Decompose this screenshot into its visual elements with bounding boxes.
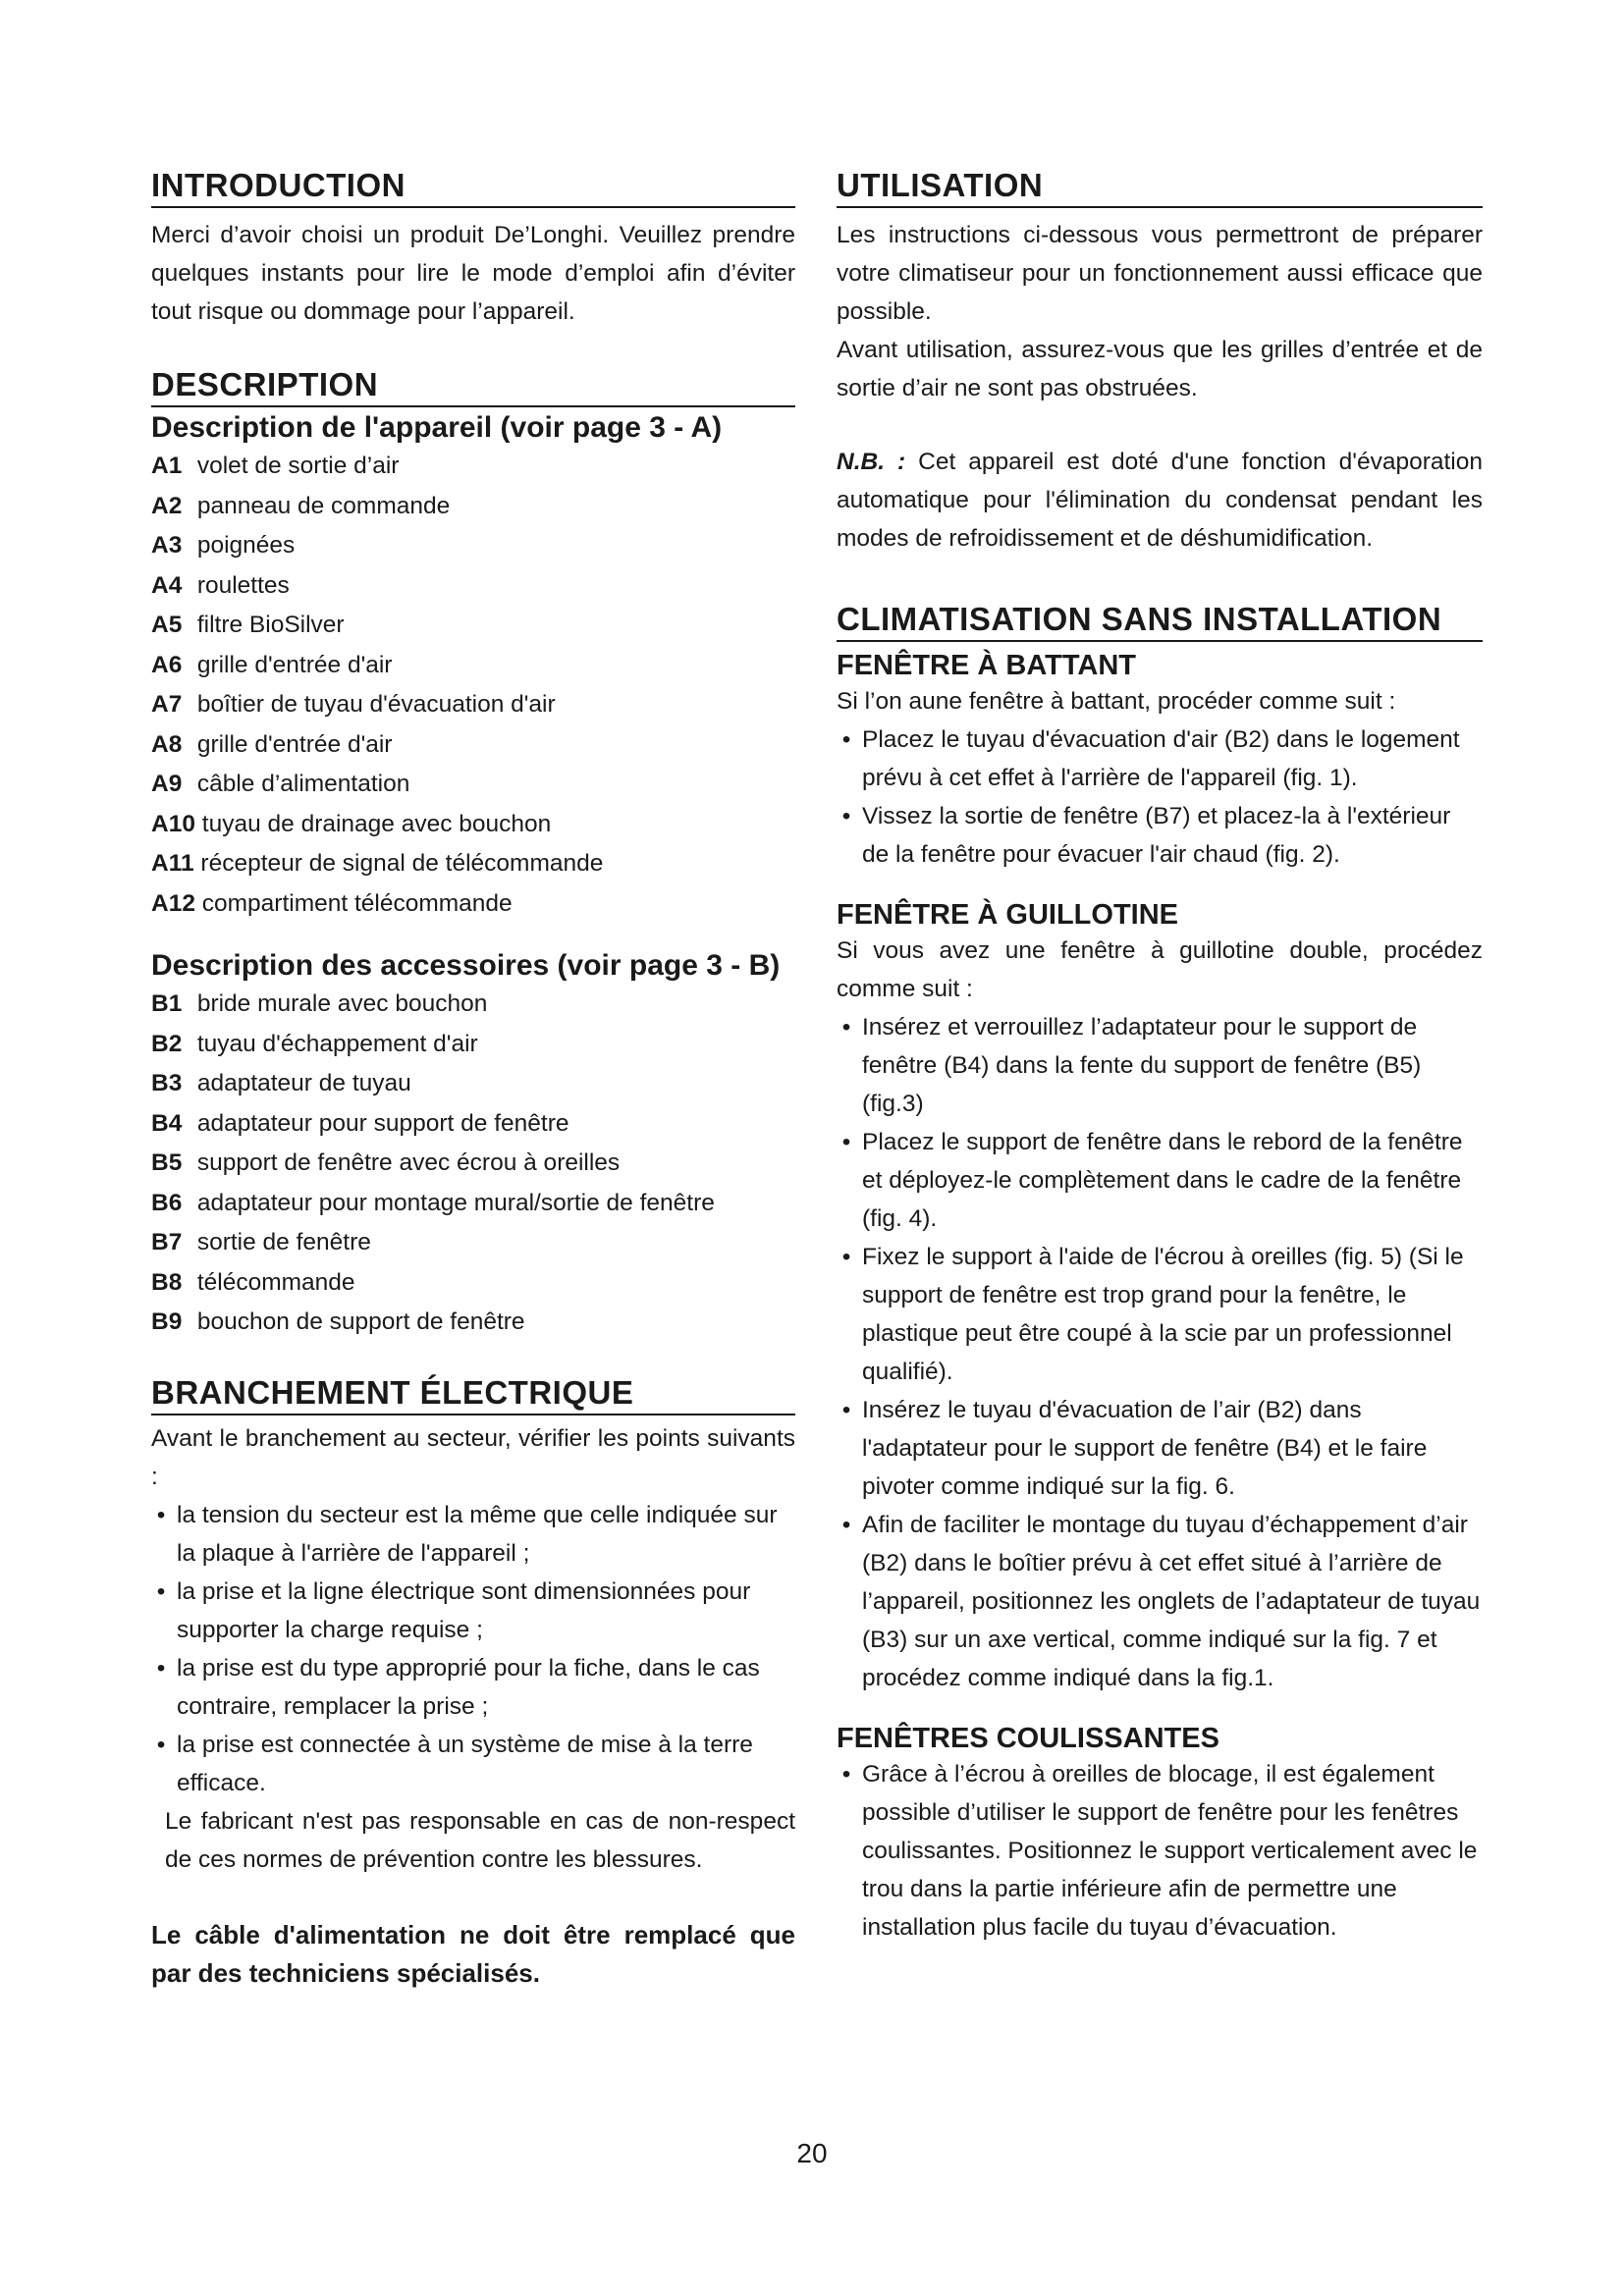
battant-heading: FENÊTRE À BATTANT	[837, 650, 1137, 681]
list-item	[151, 566, 795, 607]
utilisation-text-2: Avant utilisation, assurez-vous que les grilles d’entrée et de sortie d’air ne sont pas obstruées.	[837, 337, 1483, 401]
list-item	[151, 844, 795, 884]
item-label: câble d’alimentation	[196, 771, 410, 797]
item-code: A12	[151, 889, 195, 917]
item-label: grille d'entrée d'air	[196, 730, 393, 758]
list-item	[151, 805, 795, 845]
list-item: • Placez le support de fenêtre dans le rebord de la fenêtre et déployez-le complètement dans le cadre de la fenêtre (fig. 4).	[841, 1129, 1463, 1232]
item-code: B3	[151, 1070, 183, 1096]
item-label: panneau de commande	[196, 492, 451, 519]
guillotine-steps	[837, 1008, 1483, 1697]
guillotine-intro: Si vous avez une fenêtre à guillotine double, procédez comme suit :	[837, 937, 1483, 1002]
item-code: A4	[151, 571, 183, 599]
list-item: • Insérez le tuyau d'évacuation de l’air (B2) dans l'adaptateur pour le support de fenêtre (B4) et le faire pivoter comme indiqué sur la fig. 6.	[841, 1397, 1428, 1500]
list-item	[151, 685, 795, 725]
list-item: • la prise est connectée à un système de mise à la terre efficace.	[156, 1731, 753, 1796]
right-column	[837, 167, 1483, 1947]
battant-steps	[837, 721, 1483, 874]
item-code: B9	[151, 1308, 183, 1335]
electrical-connection-title: BRANCHEMENT ÉLECTRIQUE	[151, 1374, 795, 1415]
list-item	[151, 526, 795, 566]
list-item	[151, 1263, 795, 1304]
list-item	[151, 765, 795, 805]
list-item: • Grâce à l’écrou à oreilles de blocage, il est également possible d’utiliser le support de fenêtre pour les fenêtres coulissantes. Positionnez le support verticalement avec le trou dans la partie inférieure afin de permettre une installation plus facile du tuyau d’évacuation.	[841, 1761, 1478, 1941]
electrical-intro: Avant le branchement au secteur, vérifier les points suivants :	[151, 1424, 795, 1490]
item-label: bride murale avec bouchon	[196, 990, 488, 1017]
item-code: A1	[151, 453, 183, 479]
item-code: B6	[151, 1189, 183, 1216]
item-code: A8	[151, 730, 183, 758]
utilisation-title: UTILISATION	[837, 167, 1483, 208]
item-code: A7	[151, 691, 183, 718]
item-code: B5	[151, 1149, 183, 1176]
item-code: A5	[151, 612, 183, 638]
list-item: • la prise et la ligne électrique sont dimensionnées pour supporter la charge requise ;	[156, 1577, 751, 1643]
nb-text: Cet appareil est doté d'une fonction d'évaporation automatique pour l'élimination du condensat pendant les modes de refroidissement et de déshumidification.	[837, 449, 1483, 552]
item-code: A11	[151, 850, 194, 877]
list-item: • la tension du secteur est la même que celle indiquée sur la plaque à l'arrière de l'appareil ;	[156, 1501, 778, 1567]
list-item	[151, 725, 795, 766]
item-code: A10	[151, 810, 195, 837]
item-code: B2	[151, 1030, 183, 1057]
list-item	[151, 884, 795, 925]
page-number: 20	[796, 2138, 828, 2168]
item-label: roulettes	[196, 571, 290, 599]
item-label: support de fenêtre avec écrou à oreilles	[196, 1149, 621, 1176]
item-code: A9	[151, 771, 183, 797]
list-item	[151, 646, 795, 686]
item-label: adaptateur pour support de fenêtre	[196, 1109, 569, 1137]
utilisation-text-1: Les instructions ci-dessous vous permettront de préparer votre climatiseur pour un fonctionnement aussi efficace que possible.	[837, 222, 1483, 325]
list-item	[151, 1104, 795, 1145]
item-label: filtre BioSilver	[196, 612, 345, 638]
coulissantes-steps	[837, 1755, 1483, 1947]
item-label: volet de sortie d’air	[196, 453, 400, 479]
list-item: • Afin de faciliter le montage du tuyau d’échappement d’air (B2) dans le boîtier prévu à cet effet situé à l’arrière de l’appareil, positionnez les onglets de l’adaptateur de tuyau (B3) sur un axe vertical, comme indiqué sur la fig. 7 et procédez comme indiqué dans la fig.1.	[841, 1512, 1481, 1691]
item-code: B8	[151, 1268, 183, 1296]
power-cable-warning: Le câble d'alimentation ne doit être remplacé que par des techniciens spécialisés.	[151, 1919, 795, 1988]
list-item	[151, 606, 795, 646]
item-label: télécommande	[196, 1268, 355, 1296]
item-code: B4	[151, 1109, 183, 1137]
accessories-description-heading: Description des accessoires (voir page 3 - B)	[151, 949, 781, 982]
list-item: • Placez le tuyau d'évacuation d'air (B2) dans le logement prévu à cet effet à l'arrière de l'appareil (fig. 1).	[841, 726, 1460, 791]
item-label: récepteur de signal de télécommande	[200, 850, 604, 877]
coulissantes-heading: FENÊTRES COULISSANTES	[837, 1723, 1219, 1754]
appliance-parts-list	[151, 447, 795, 924]
item-label: boîtier de tuyau d'évacuation d'air	[196, 691, 556, 718]
list-item	[151, 487, 795, 527]
list-item: • Insérez et verrouillez l’adaptateur pour le support de fenêtre (B4) dans la fente du support de fenêtre (B5) (fig.3)	[841, 1014, 1422, 1117]
item-label: sortie de fenêtre	[196, 1229, 371, 1255]
item-code: A3	[151, 532, 183, 559]
item-label: tuyau d'échappement d'air	[196, 1030, 478, 1057]
item-code: A6	[151, 651, 183, 678]
list-item: • Fixez le support à l'aide de l'écrou à oreilles (fig. 5) (Si le support de fenêtre est trop grand pour la fenêtre, le plastique peut être coupé à la scie par un professionnel qualifié).	[841, 1244, 1464, 1385]
accessories-list	[151, 985, 795, 1343]
item-label: poignées	[196, 532, 296, 559]
nb-note	[837, 443, 1483, 558]
item-label: adaptateur de tuyau	[196, 1070, 411, 1096]
left-column	[151, 167, 795, 1993]
item-label: tuyau de drainage avec bouchon	[201, 810, 552, 837]
item-code: B1	[151, 990, 183, 1017]
appliance-description-heading: Description de l'appareil (voir page 3 - A)	[151, 411, 723, 444]
item-label: grille d'entrée d'air	[196, 651, 393, 678]
electrical-checklist	[151, 1496, 795, 1802]
list-item	[151, 1025, 795, 1065]
item-code: B7	[151, 1229, 183, 1255]
guillotine-heading: FENÊTRE À GUILLOTINE	[837, 899, 1178, 931]
manufacturer-disclaimer: Le fabricant n'est pas responsable en cas de non-respect de ces normes de prévention contre les blessures.	[165, 1807, 795, 1873]
list-item	[151, 447, 795, 487]
item-label: compartiment télécommande	[201, 889, 513, 917]
introduction-title: INTRODUCTION	[151, 167, 795, 208]
list-item: • la prise est du type approprié pour la fiche, dans le cas contraire, remplacer la prise ;	[156, 1654, 760, 1720]
item-label: adaptateur pour montage mural/sortie de fenêtre	[196, 1189, 715, 1216]
list-item	[151, 1303, 795, 1343]
item-code: A2	[151, 492, 183, 519]
nb-label: N.B. :	[837, 449, 906, 475]
item-label: bouchon de support de fenêtre	[196, 1308, 525, 1335]
list-item	[151, 1064, 795, 1104]
description-title: DESCRIPTION	[151, 366, 795, 407]
introduction-text: Merci d’avoir choisi un produit De’Longhi. Veuillez prendre quelques instants pour lire le mode d’emploi afin d’éviter tout risque ou dommage pour l’appareil.	[151, 222, 795, 325]
list-item	[151, 1223, 795, 1263]
list-item	[151, 1144, 795, 1184]
battant-intro: Si l’on aune fenêtre à battant, procéder comme suit :	[837, 688, 1396, 715]
list-item: • Vissez la sortie de fenêtre (B7) et placez-la à l'extérieur de la fenêtre pour évacuer l'air chaud (fig. 2).	[841, 803, 1451, 868]
list-item	[151, 985, 795, 1025]
list-item	[151, 1184, 795, 1224]
climatisation-title: CLIMATISATION SANS INSTALLATION	[837, 601, 1483, 642]
